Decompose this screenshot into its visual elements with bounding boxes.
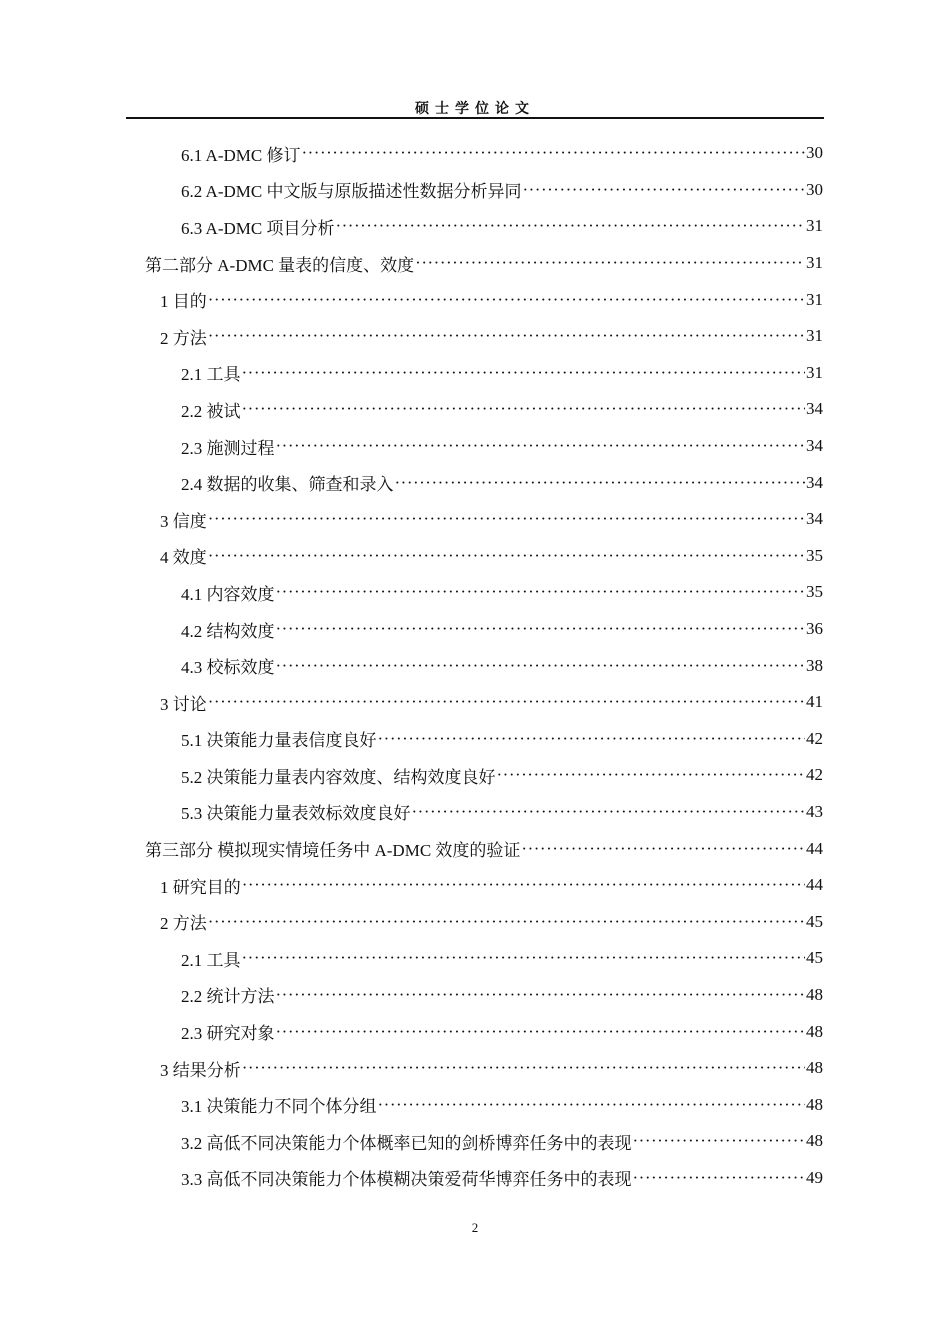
toc-entry-page: 49 [806,1167,823,1187]
toc-entry-title: 5.1 决策能力量表信度良好 [181,731,377,751]
toc-dot-leader [633,1168,806,1188]
toc-dot-leader [208,290,805,310]
toc-dot-leader [522,180,805,200]
table-of-contents [0,135,950,1196]
toc-entry-page: 31 [806,289,823,309]
toc-entry-page: 31 [806,253,823,273]
toc-entry[interactable] [0,611,950,648]
toc-entry[interactable] [0,428,950,465]
toc-entry[interactable] [0,940,950,977]
toc-entry[interactable] [0,867,950,904]
toc-dot-leader [395,473,806,493]
toc-entry-page: 44 [806,875,823,895]
toc-dot-leader [276,582,806,602]
toc-entry-title: 3 信度 [160,511,207,531]
toc-entry[interactable] [0,1013,950,1050]
toc-entry-page: 45 [806,948,823,968]
toc-entry[interactable] [0,355,950,392]
toc-dot-leader [242,363,806,383]
header-divider [126,117,824,119]
toc-dot-leader [242,948,806,968]
toc-entry-page: 42 [806,765,823,785]
toc-entry-title: 2.3 研究对象 [181,1024,275,1044]
toc-entry-page: 35 [806,545,823,565]
toc-entry-page: 34 [806,399,823,419]
toc-entry[interactable] [0,830,950,867]
toc-entry-title: 1 研究目的 [160,877,241,897]
toc-entry-title: 4.3 校标效度 [181,658,275,678]
toc-entry-title: 3.1 决策能力不同个体分组 [181,1097,377,1117]
toc-dot-leader [633,1131,806,1151]
toc-entry[interactable] [0,172,950,209]
toc-entry[interactable] [0,538,950,575]
toc-entry-title: 3 讨论 [160,694,207,714]
toc-entry[interactable] [0,794,950,831]
toc-entry[interactable] [0,1050,950,1087]
toc-entry[interactable] [0,574,950,611]
running-header-title: 硕士学位论文 [415,102,535,117]
toc-dot-leader [208,546,805,566]
toc-entry-page: 48 [806,984,823,1004]
toc-entry-page: 48 [806,1131,823,1151]
toc-entry[interactable] [0,245,950,282]
toc-entry[interactable] [0,757,950,794]
toc-entry-title: 6.1 A-DMC 修订 [181,145,301,165]
toc-dot-leader [276,436,806,456]
toc-entry-title: 5.2 决策能力量表内容效度、结构效度良好 [181,767,496,787]
toc-entry[interactable] [0,647,950,684]
toc-entry-title: 3.2 高低不同决策能力个体概率已知的剑桥博弈任务中的表现 [181,1133,632,1153]
toc-entry-page: 48 [806,1094,823,1114]
toc-entry-page: 42 [806,728,823,748]
toc-entry-title: 4.1 内容效度 [181,584,275,604]
toc-entry-page: 31 [806,362,823,382]
toc-dot-leader [242,399,806,419]
toc-entry[interactable] [0,464,950,501]
toc-entry-page: 45 [806,911,823,931]
toc-dot-leader [412,802,806,822]
toc-entry-title: 2 方法 [160,914,207,934]
toc-entry[interactable] [0,684,950,721]
toc-entry-page: 44 [806,838,823,858]
toc-entry-page: 31 [806,216,823,236]
toc-entry-title: 1 目的 [160,292,207,312]
toc-entry-page: 36 [806,619,823,639]
toc-dot-leader [497,765,806,785]
toc-entry[interactable] [0,903,950,940]
toc-entry-title: 2 方法 [160,328,207,348]
toc-dot-leader [276,656,806,676]
toc-entry[interactable] [0,721,950,758]
toc-entry-page: 38 [806,655,823,675]
toc-entry-title: 3.3 高低不同决策能力个体模糊决策爱荷华博弈任务中的表现 [181,1170,632,1190]
page-number: 2 [471,1220,479,1235]
toc-entry[interactable] [0,281,950,318]
toc-entry-page: 43 [806,801,823,821]
toc-entry-title: 6.3 A-DMC 项目分析 [181,218,335,238]
toc-entry-title: 6.2 A-DMC 中文版与原版描述性数据分析异同 [181,182,522,202]
toc-entry-title: 3 结果分析 [160,1060,241,1080]
toc-dot-leader [301,143,805,163]
toc-entry-page: 41 [806,692,823,712]
toc-dot-leader [415,253,805,273]
toc-entry[interactable] [0,1086,950,1123]
toc-entry-title: 2.3 施测过程 [181,438,275,458]
toc-dot-leader [378,1095,806,1115]
toc-entry-title: 5.3 决策能力量表效标效度良好 [181,804,411,824]
toc-entry[interactable] [0,1123,950,1160]
toc-entry-page: 31 [806,326,823,346]
toc-entry-title: 2.2 被试 [181,401,241,421]
toc-entry-title: 4 效度 [160,548,207,568]
toc-entry-title: 2.2 统计方法 [181,987,275,1007]
toc-entry-page: 30 [806,143,823,163]
toc-dot-leader [208,692,805,712]
toc-entry[interactable] [0,1160,950,1197]
toc-dot-leader [242,1058,805,1078]
toc-entry-title: 2.1 工具 [181,950,241,970]
toc-entry-page: 30 [806,179,823,199]
toc-entry[interactable] [0,135,950,172]
toc-dot-leader [208,509,805,529]
toc-dot-leader [276,1022,806,1042]
toc-entry[interactable] [0,391,950,428]
toc-dot-leader [242,875,805,895]
toc-entry-page: 48 [806,1021,823,1041]
toc-dot-leader [521,839,805,859]
toc-dot-leader [335,216,805,236]
toc-dot-leader [276,985,806,1005]
toc-entry[interactable] [0,208,950,245]
toc-entry-title: 4.2 结构效度 [181,621,275,641]
toc-entry-title: 2.1 工具 [181,365,241,385]
toc-dot-leader [276,619,806,639]
toc-entry-title: 第二部分 A-DMC 量表的信度、效度 [145,255,415,275]
toc-entry-page: 34 [806,472,823,492]
toc-dot-leader [208,912,805,932]
toc-entry[interactable] [0,501,950,538]
toc-entry-page: 35 [806,582,823,602]
toc-entry-page: 34 [806,436,823,456]
toc-entry-title: 第三部分 模拟现实情境任务中 A-DMC 效度的验证 [145,841,521,861]
toc-dot-leader [208,326,805,346]
toc-entry[interactable] [0,318,950,355]
toc-entry-page: 48 [806,1058,823,1078]
toc-entry-page: 34 [806,509,823,529]
toc-dot-leader [378,729,806,749]
toc-entry-title: 2.4 数据的收集、筛查和录入 [181,475,394,495]
toc-entry[interactable] [0,977,950,1014]
